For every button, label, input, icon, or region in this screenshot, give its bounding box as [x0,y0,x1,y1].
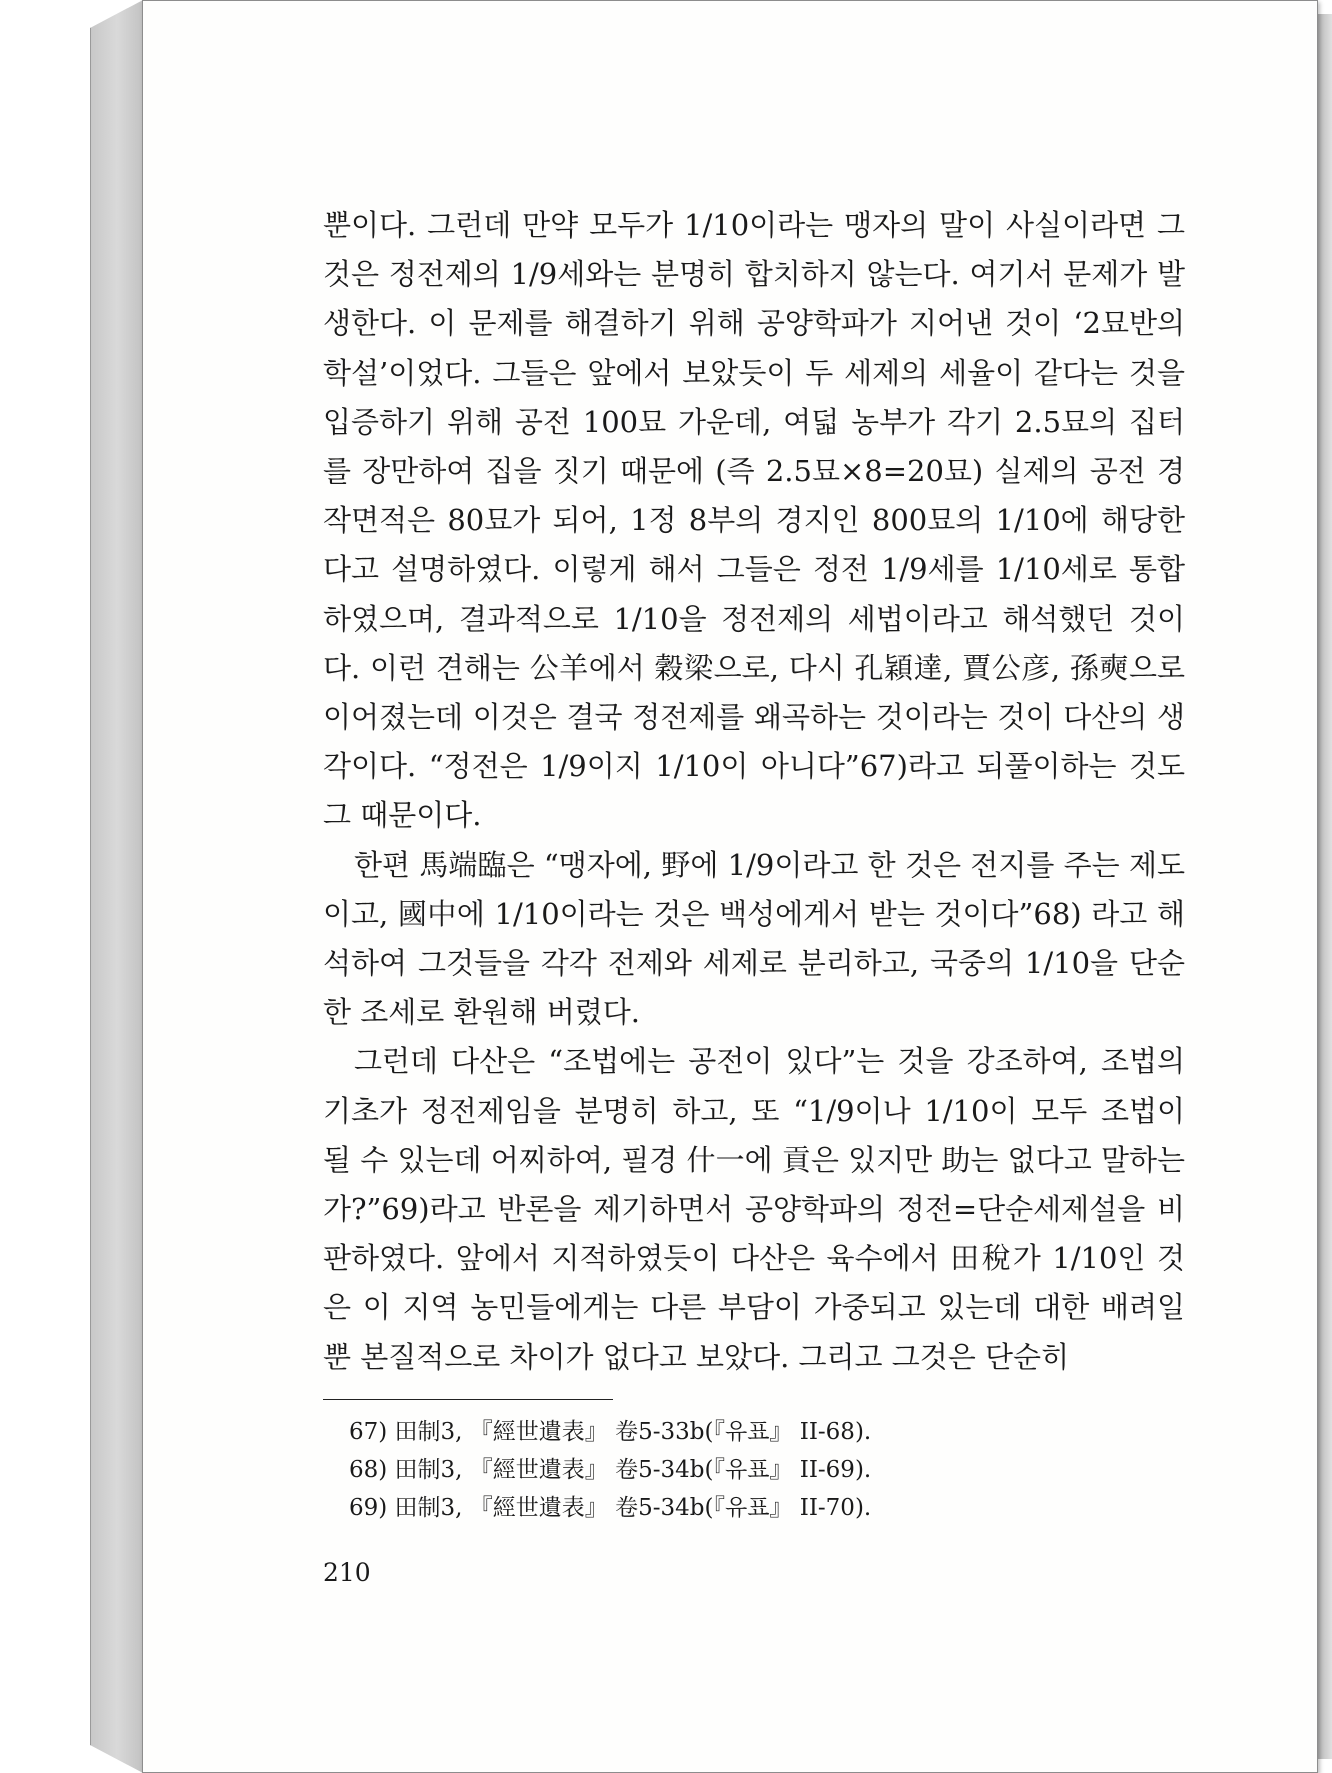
paragraph-1: 뿐이다. 그런데 만약 모두가 1/10이라는 맹자의 말이 사실이라면 그것은 정전제의 1/9세와는 분명히 합치하지 않는다. 여기서 문제가 발생한다. 이 문제를 해결하기 위해 공양학파가 지어낸 것이 ‘2묘반의 학설’이었다. 그들은 앞에서 보았듯이 두 세제의 세율이 같다는 것을 입증하기 위해 공전 100묘 가운데, 여덟 농부가 각기 2.5묘의 집터를 장만하여 집을 짓기 때문에 (즉 2.5묘×8=20묘) 실제의 공전 경작면적은 80묘가 되어, 1정 8부의 경지인 800묘의 1/10에 해당한다고 설명하였다. 이렇게 해서 그들은 정전 1/9세를 1/10세로 통합하였으며, 결과적으로 1/10을 정전제의 세법이라고 해석했던 것이다. 이런 견해는 公羊에서 穀梁으로, 다시 孔穎達, 賈公彦, 孫奭으로 이어졌는데 이것은 결국 정전제를 왜곡하는 것이라는 것이 다산의 생각이다. “정전은 1/9이지 1/10이 아니다”67)라고 되풀이하는 것도 그 때문이다. [323,208,1185,833]
paragraph-2: 한편 馬端臨은 “맹자에, 野에 1/9이라고 한 것은 전지를 주는 제도이고, 國中에 1/10이라는 것은 백성에게서 받는 것이다”68) 라고 해석하여 그것들을 각각 전제와 세제로 분리하고, 국중의 1/10을 단순한 조세로 환원해 버렸다. [323,847,1185,1030]
page-number: 210 [323,1558,371,1587]
paragraph-3: 그런데 다산은 “조법에는 공전이 있다”는 것을 강조하여, 조법의 기초가 정전제임을 분명히 하고, 또 “1/9이나 1/10이 모두 조법이 될 수 있는데 어찌하여, 필경 什一에 貢은 있지만 助는 없다고 말하는가?”69)라고 반론을 제기하면서 공양학파의 정전=단순세제설을 비판하였다. 앞에서 지적하였듯이 다산은 육수에서 田稅가 1/10인 것은 이 지역 농민들에게는 다른 부담이 가중되고 있는데 대한 배려일 뿐 본질적으로 차이가 없다고 보았다. 그리고 그것은 단순히 [323,1044,1185,1374]
footnote-67: 67) 田制3, 『經世遺表』 卷5-33b(『유표』 II-68). [349,1419,872,1445]
book-spine [90,0,143,1773]
body-text [323,201,1185,1382]
book-page [142,0,1318,1773]
footnotes [349,1413,1149,1527]
book-page-edge [1318,14,1332,1759]
footnote-68: 68) 田制3, 『經世遺表』 卷5-34b(『유표』 II-69). [349,1457,872,1483]
footnote-divider [323,1399,613,1400]
footnote-69: 69) 田制3, 『經世遺表』 卷5-34b(『유표』 II-70). [349,1495,872,1521]
